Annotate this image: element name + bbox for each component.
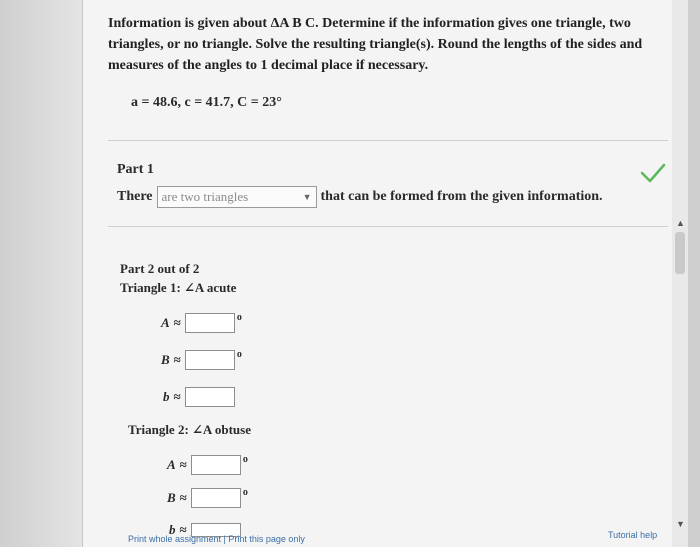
triangle2-angle-B-input[interactable] [191, 488, 241, 508]
angle-A-label: A [161, 315, 170, 330]
arrow-down-icon[interactable]: ▼ [676, 519, 685, 529]
divider-middle [108, 226, 668, 227]
triangle2-A-row [167, 455, 248, 475]
approx-symbol: ≈ [179, 457, 187, 472]
approx-symbol: ≈ [173, 315, 181, 330]
divider-top [108, 140, 668, 141]
angle-B-label: B [161, 352, 170, 367]
triangle1-side-b-input[interactable] [185, 387, 235, 407]
triangle2-title: Triangle 2: ∠A obtuse [128, 422, 251, 437]
degree-symbol: o [242, 486, 248, 498]
vertical-scrollbar[interactable] [672, 0, 688, 547]
degree-symbol: o [236, 311, 242, 323]
degree-symbol: o [236, 348, 242, 360]
check-icon [639, 162, 667, 184]
side-b-label: b [163, 389, 170, 404]
given-values: a = 48.6, c = 41.7, C = 23° [131, 95, 282, 110]
side-b-label: b [169, 522, 176, 537]
triangle-count-dropdown[interactable] [157, 186, 317, 208]
degree-symbol: o [242, 453, 248, 465]
scrollbar-thumb[interactable] [675, 232, 685, 274]
triangle1-B-row [161, 350, 242, 370]
triangle1-title: Triangle 1: ∠A acute [120, 280, 237, 295]
approx-symbol: ≈ [179, 490, 187, 505]
arrow-up-icon[interactable]: ▲ [676, 218, 685, 228]
tutorial-help-link[interactable]: Tutorial help [608, 530, 658, 540]
part1-suffix: that can be formed from the given information. [320, 189, 603, 204]
part1-answer-row [117, 186, 603, 208]
triangle2-angle-A-input[interactable] [191, 455, 241, 475]
left-background [0, 0, 82, 547]
right-background [688, 0, 700, 547]
approx-symbol: ≈ [173, 352, 181, 367]
approx-symbol: ≈ [173, 389, 181, 404]
part1-prefix: There [117, 189, 153, 204]
triangle1-A-row [161, 313, 242, 333]
triangle1-angle-B-input[interactable] [185, 350, 235, 370]
print-links[interactable]: Print whole assignment | Print this page only [128, 534, 305, 544]
problem-statement: Information is given about ΔA B C. Determine if the information gives one triangle, two triangles, or no triangle. Solve the resulting triangle(s). Round the lengths of the sides and measures of the angles to 1 decimal place if necessary. [108, 16, 643, 73]
dropdown-selected-value: are two triangles [161, 189, 249, 204]
question-panel [82, 0, 674, 547]
triangle1-angle-A-input[interactable] [185, 313, 235, 333]
triangle1-b-row [163, 387, 235, 407]
part2-title: Part 2 out of 2 [120, 261, 200, 276]
angle-A-label: A [167, 457, 176, 472]
angle-B-label: B [167, 490, 176, 505]
triangle2-B-row [167, 488, 248, 508]
part1-title: Part 1 [117, 162, 154, 177]
approx-symbol: ≈ [179, 522, 187, 537]
caret-down-icon: ▼ [302, 192, 312, 202]
